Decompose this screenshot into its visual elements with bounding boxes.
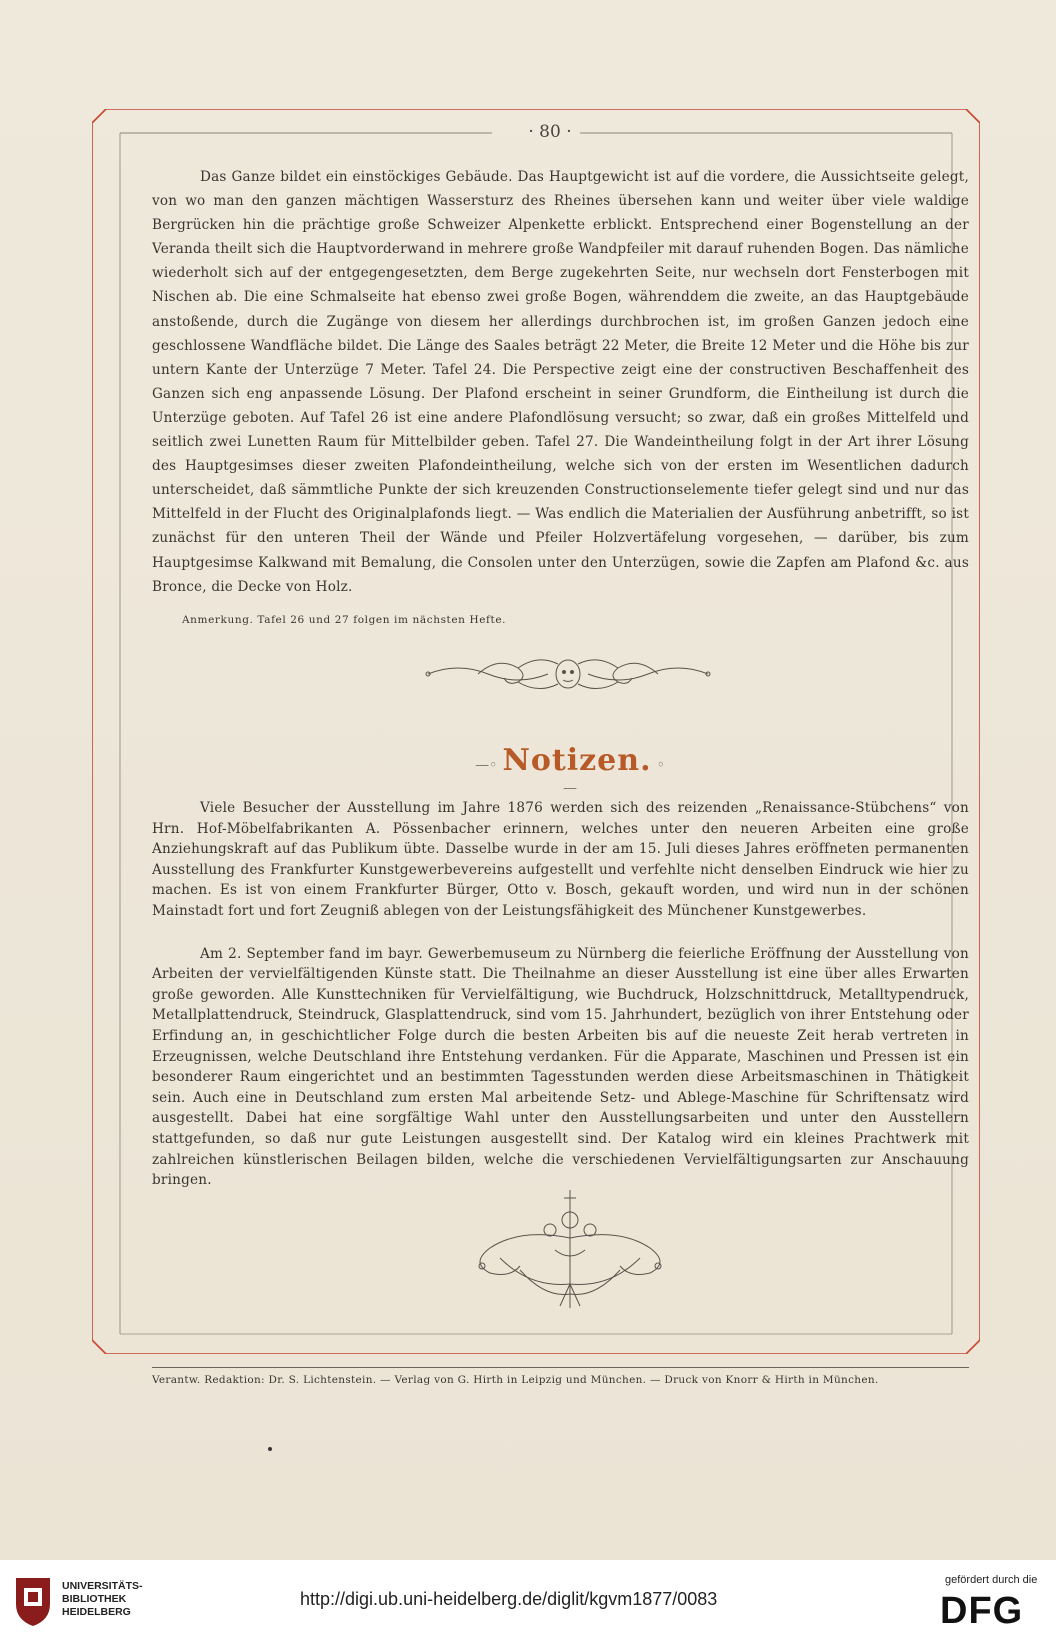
funding-label: gefördert durch die	[945, 1574, 1038, 1586]
footnote: Anmerkung. Tafel 26 und 27 folgen im nächsten Hefte.	[182, 613, 507, 626]
notes-text	[152, 798, 969, 1191]
imprint: Verantw. Redaktion: Dr. S. Lichtenstein. — Verlag von G. Hirth in Leipzig und München. — Druck von Knorr & Hirth in München.	[152, 1374, 879, 1386]
heading-ornament-left: —◦	[475, 757, 498, 774]
institution-line: HEIDELBERG	[62, 1606, 131, 1618]
heading-ornament-right: ◦—	[563, 757, 665, 797]
page-number	[500, 122, 600, 142]
decorative-scroll-ornament	[418, 650, 718, 698]
heading-title: Notizen.	[502, 743, 652, 778]
page-number-text: 80	[539, 122, 561, 142]
institution-name	[62, 1580, 143, 1619]
institution-line: UNIVERSITÄTS-	[62, 1580, 143, 1592]
paragraph: Das Ganze bildet ein einstöckiges Gebäude. Das Hauptgewicht ist auf die vordere, die Aussichtseite gelegt, von wo man den ganzen mächtigen Wassersturz des Rheines übersehen kann und weiter über viele waldige Bergrücken hin die prächtige große Schweizer Alpenkette erblickt. Entsprechend einer Bogenstellung an der Veranda theilt sich die Hauptvorderwand in mehrere große Wandpfeiler mit darauf ruhenden Bogen. Das nämliche wiederholt sich auf der entgegengesetzten, dem Berge zugekehrten Seite, nur wechseln dort Fensterbogen mit Nischen ab. Die eine Schmalseite hat ebenso zwei große Bogen, währenddem die zweite, an das Hauptgebäude anstoßende, durch die Zugänge von diesem her allerdings durchbrochen ist, im großen Ganzen jedoch eine geschlossene Wandfläche bildet. Die Länge des Saales beträgt 22 Meter, die Breite 12 Meter und die Höhe bis zur untern Kante der Unterzüge 7 Meter. Tafel 24. Die Perspective zeigt eine der constructiven Beschaffenheit des Ganzen sich eng anpassende Lösung. Der Plafond erscheint in seiner Grundform, die Eintheilung ist durch die Unterzüge geboten. Auf Tafel 26 ist eine andere Plafondlösung versucht; so zwar, daß ein großes Mittelfeld und seitlich zwei Lunetten Raum für Mittelbilder geben. Tafel 27. Die Wandeintheilung folgt in der Art ihrer Lösung des Hauptgesimses dieser zweiten Plafondeintheilung, welche sich von der ersten im Wesentlichen dadurch unterscheidet, daß sämmtliche Punkte der sich kreuzenden Constructionselemente tiefer gelegt sind und nur das Mittelfeld in der Flucht des Originalplafonds liegt. — Was endlich die Materialien der Ausführung anbetrifft, so ist zunächst für den unteren Theil der Wände und Pfeiler Holzvertäfelung vorgesehen, — darüber, bis zum Hauptgesimse Kalkwand mit Bemalung, die Consolen unter den Unterzügen, sowie die Zapfen am Plafond &c. aus Bronce, die Decke von Holz.	[152, 169, 969, 595]
institution-line: BIBLIOTHEK	[62, 1593, 127, 1605]
ornament-left: ·	[528, 122, 534, 142]
digitization-bar	[0, 1560, 1056, 1643]
source-url[interactable]: http://digi.ub.uni-heidelberg.de/diglit/kgvm1877/0083	[300, 1589, 718, 1609]
stray-dot	[268, 1447, 272, 1451]
note-paragraph: Viele Besucher der Ausstellung im Jahre 1876 werden sich des reizenden „Renaissance-Stübchens“ von Hrn. Hof-Möbelfabrikanten A. Pössenbacher erinnern, welches unter den neueren Arbeiten eine große Anziehungskraft auf das Publikum übte. Dasselbe wurde in der am 15. Juli dieses Jahres eröffneten permanenten Ausstellung des Frankfurter Kunstgewerbevereins aufgestellt und verfehlte nicht denselben Eindruck wie hier zu machen. Es ist von einem Frankfurter Bürger, Otto v. Bosch, gekauft worden, und wird nun in der schönen Mainstadt fort und fort Zeugniß ablegen von der Leistungsfähigkeit des Münchener Kunstgewerbes.	[152, 800, 969, 919]
ornament-right: ·	[566, 122, 572, 142]
dfg-logo: DFG	[940, 1590, 1024, 1632]
section-heading	[470, 743, 670, 797]
decorative-floral-vignette	[460, 1188, 680, 1318]
university-logo-icon	[10, 1574, 56, 1628]
note-paragraph: Am 2. September fand im bayr. Gewerbemuseum zu Nürnberg die feierliche Eröffnung der Ausstellung von Arbeiten der vervielfältigenden Künste statt. Die Theilnahme an dieser Ausstellung ist eine über alles Erwarten große geworden. Alle Kunsttechniken für Vervielfältigung, wie Buchdruck, Holzschnittdruck, Metalltypendruck, Metallplattendruck, Steindruck, Glasplattendruck, sind vom 15. Jahrhundert, bezüglich von ihrer Entstehung oder Erfindung an, in geschichtlicher Folge durch die besten Arbeiten bis auf die neueste Zeit herab vertreten in Erzeugnissen, welche Deutschland ihre Entstehung verdanken. Für die Apparate, Maschinen und Pressen ist ein besonderer Raum eingerichtet und an bestimmten Tagesstunden werden diese Arbeitsmaschinen in Thätigkeit sein. Auch eine in Deutschland zum ersten Mal arbeitende Setz- und Ablege-Maschine für Schriftensatz wird ausgestellt. Dabei hat eine sorgfältige Wahl unter den Ausstellungsarbeiten und unter den Ausstellern stattgefunden, so daß nur gute Leistungen ausgestellt sind. Der Katalog wird ein kleines Prachtwerk mit zahlreichen künstlerischen Beilagen bilden, welche die verschiedenen Vervielfältigungsarten zur Anschauung bringen.	[152, 945, 969, 1189]
footer-rule	[152, 1367, 969, 1368]
body-text	[152, 165, 969, 629]
